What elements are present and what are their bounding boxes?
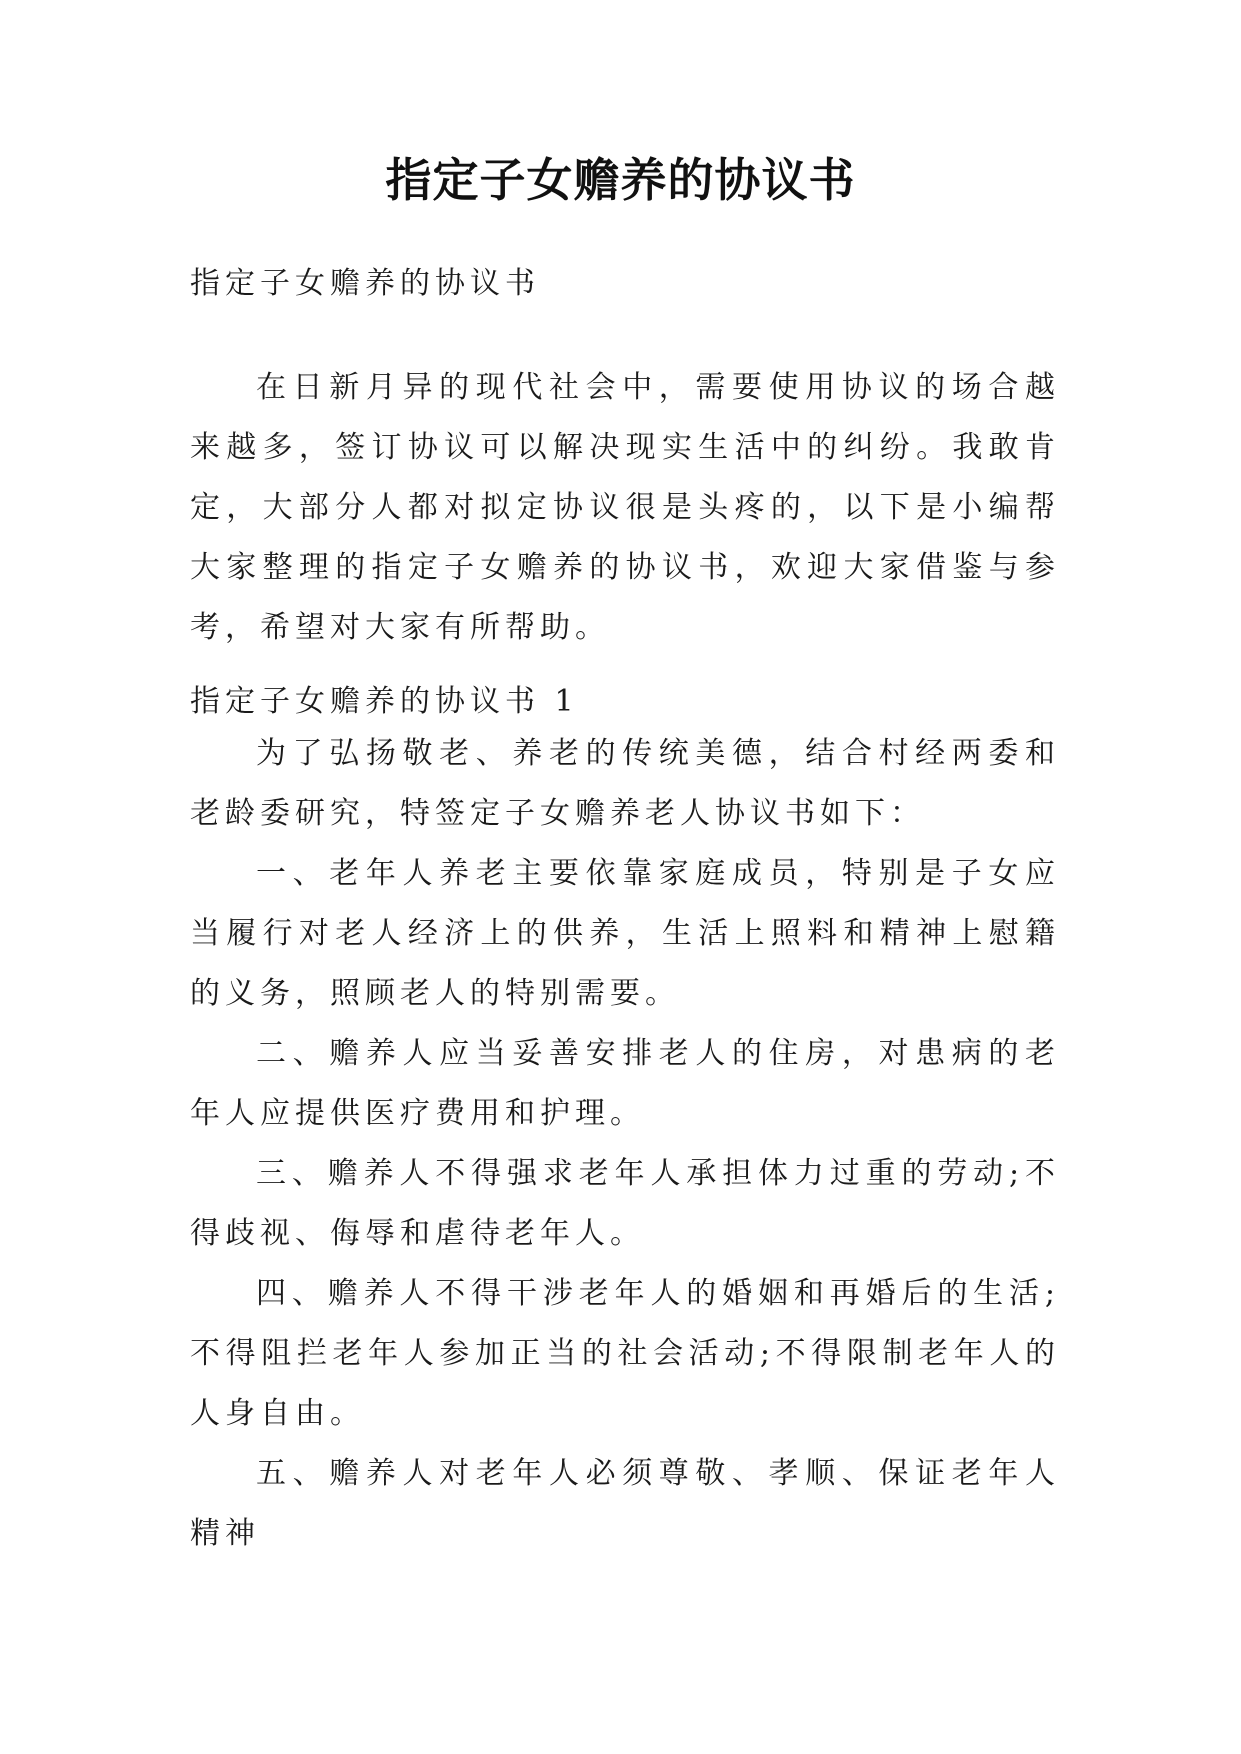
paragraph-clause-4: 四、赡养人不得干涉老年人的婚姻和再婚后的生活;不得阻拦老年人参加正当的社会活动;不得限制老年人的人身自由。 — [190, 1276, 1060, 1431]
document-heading-line: 指定子女赡养的协议书 — [190, 266, 540, 301]
paragraph-clause-2: 二、赡养人应当妥善安排老人的住房，对患病的老年人应提供医疗费用和护理。 — [190, 1036, 1060, 1131]
intro-paragraph: 在日新月异的现代社会中，需要使用协议的场合越来越多，签订协议可以解决现实生活中的纠纷。我敢肯定，大部分人都对拟定协议很是头疼的，以下是小编帮大家整理的指定子女赡养的协议书，欢迎大家借鉴与参考，希望对大家有所帮助。 — [190, 370, 1060, 645]
paragraph-preamble: 为了弘扬敬老、养老的传统美德，结合村经两委和老龄委研究，特签定子女赡养老人协议书如下： — [190, 736, 1060, 831]
section-body — [190, 724, 1060, 1564]
document-title: 指定子女赡养的协议书 — [385, 153, 856, 207]
paragraph-clause-3: 三、赡养人不得强求老年人承担体力过重的劳动;不得歧视、侮辱和虐待老年人。 — [190, 1156, 1060, 1251]
section-title: 指定子女赡养的协议书 1 — [190, 684, 579, 719]
paragraph-clause-1: 一、老年人养老主要依靠家庭成员，特别是子女应当履行对老人经济上的供养，生活上照料和精神上慰籍的义务，照顾老人的特别需要。 — [190, 856, 1060, 1011]
paragraph-clause-5: 五、赡养人对老年人必须尊敬、孝顺、保证老年人精神 — [190, 1456, 1060, 1551]
